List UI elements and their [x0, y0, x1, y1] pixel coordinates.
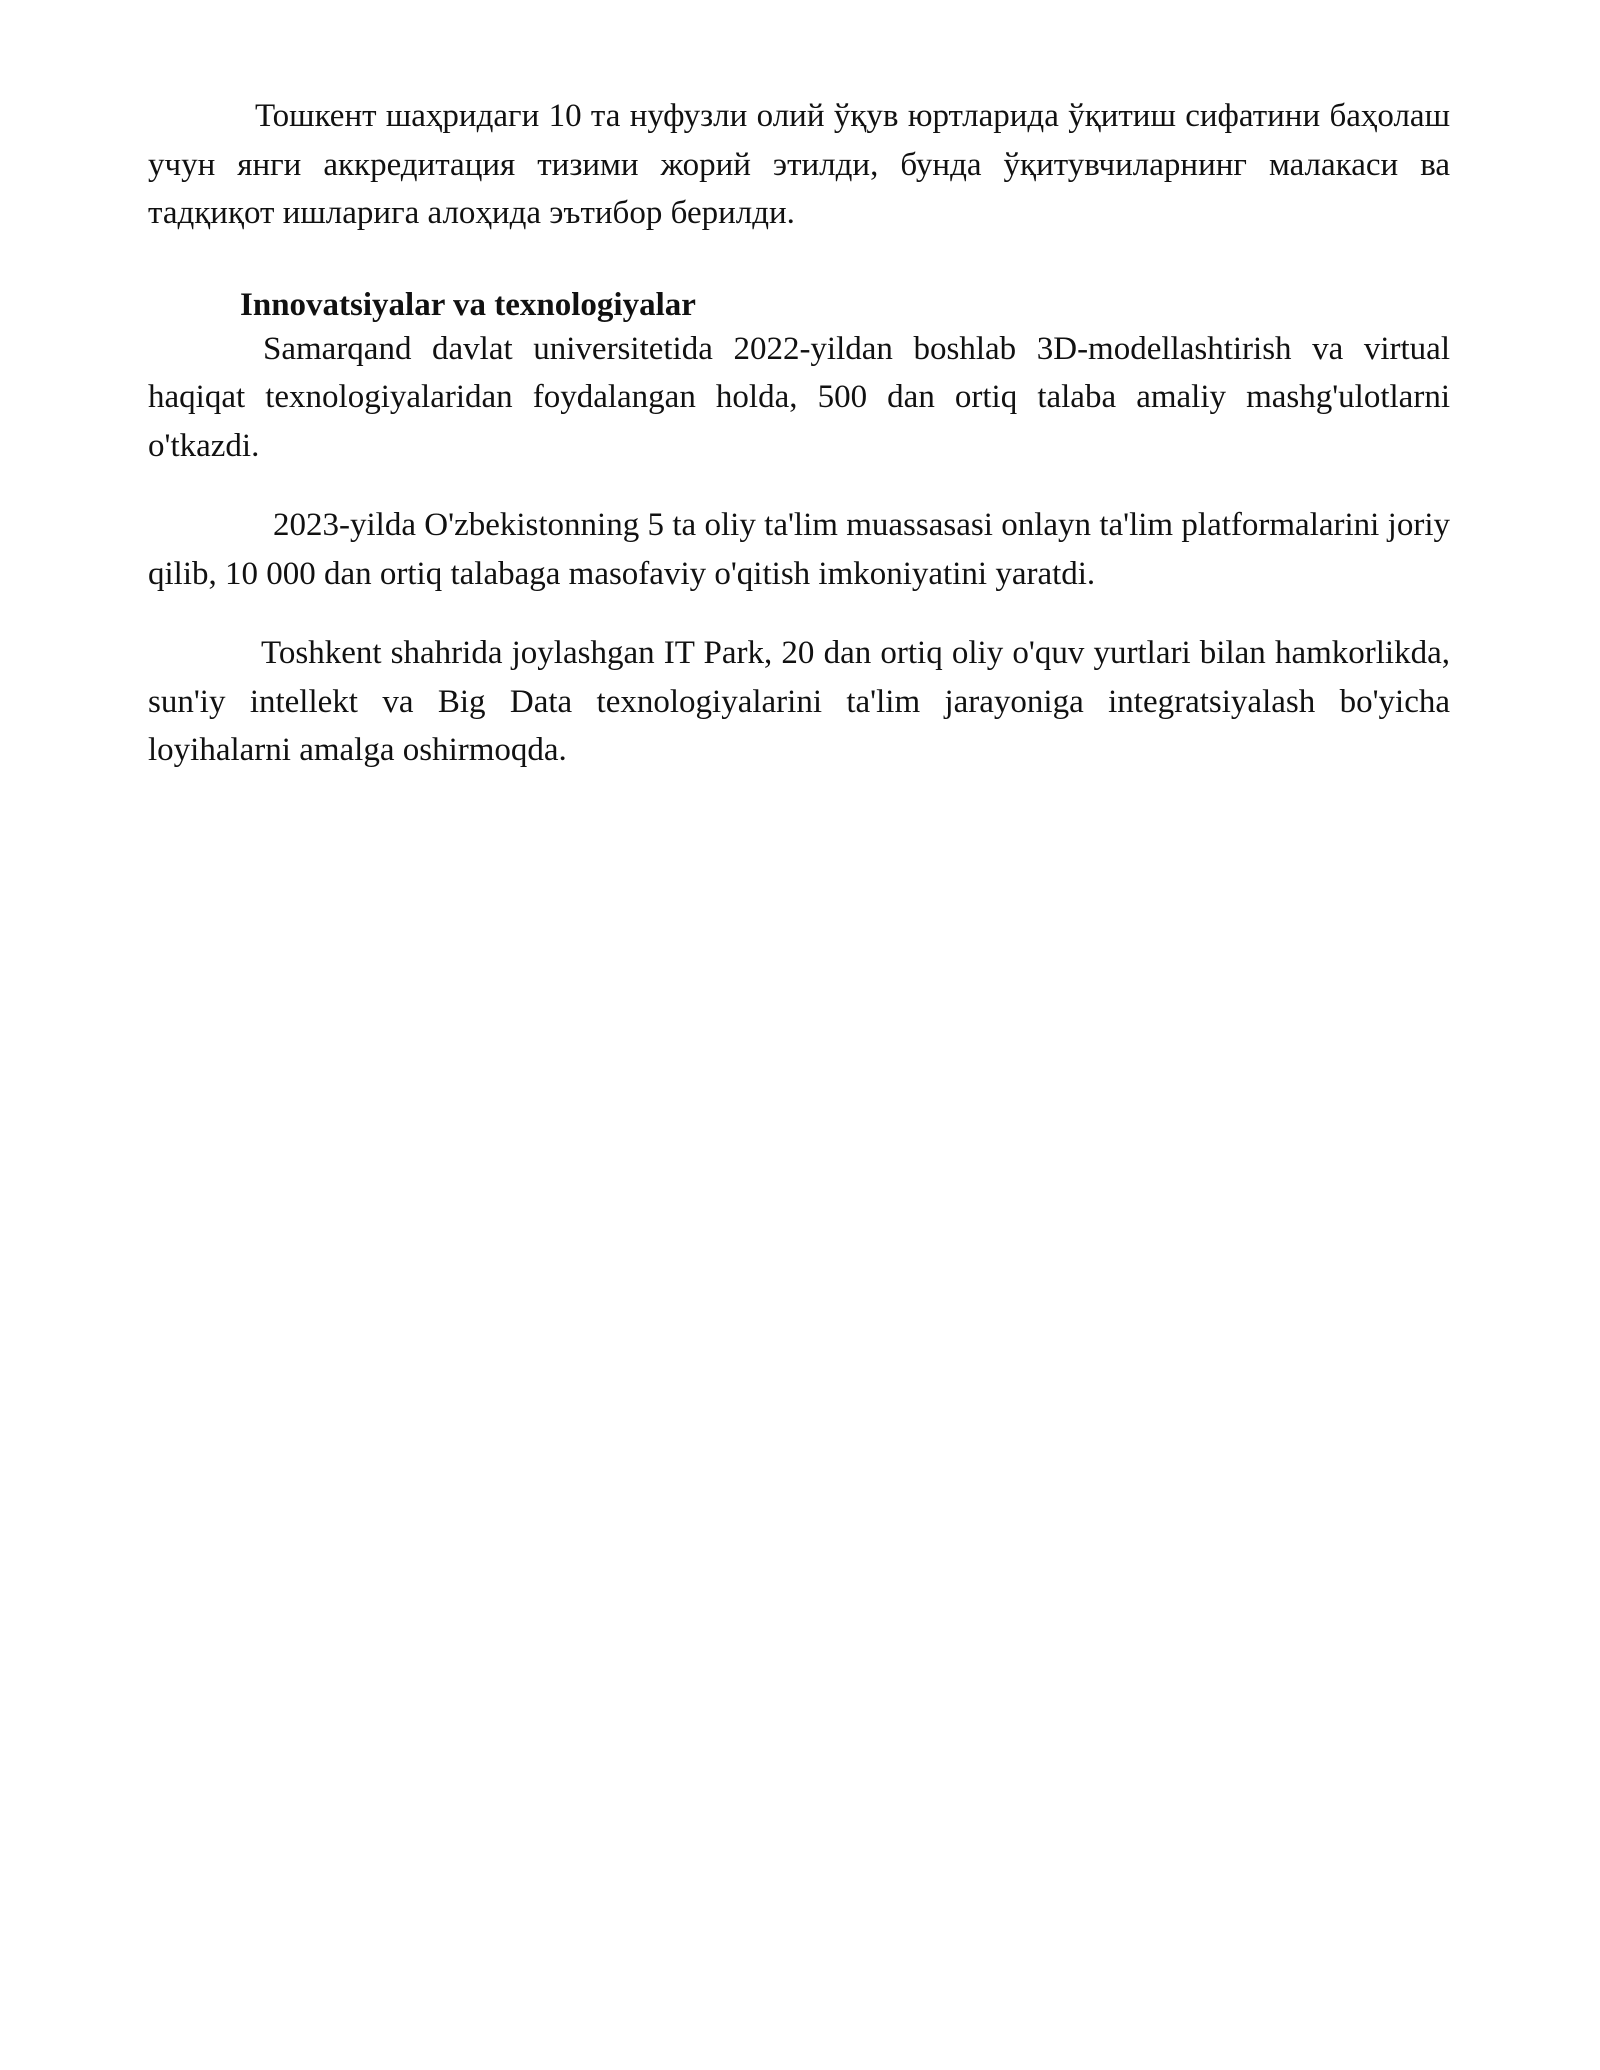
paragraph-samarqand: Samarqand davlat universitetida 2022-yildan boshlab 3D-modellashtirish va virtual haqiqat texnologiyalaridan foydalangan holda, 500 dan ortiq talaba amaliy mashg'ulotlarni o'tkazdi.	[148, 330, 1450, 464]
section-heading: Innovatsiyalar va texnologiyalar	[240, 286, 696, 323]
paragraph-online-2023: 2023-yilda O'zbekistonning 5 ta oliy ta'lim muassasasi onlayn ta'lim platformalarini joriy qilib, 10 000 dan ortiq talabaga masofaviy o'qitish imkoniyatini yaratdi.	[148, 507, 1450, 592]
paragraph-it-park: Toshkent shahrida joylashgan IT Park, 20 dan ortiq oliy o'quv yurtlari bilan hamkorlikda, sun'iy intellekt va Big Data texnologiyalarini ta'lim jarayoniga integratsiyalash bo'yicha loyihalarni amalga oshirmoqda.	[148, 635, 1450, 768]
paragraph-accreditation: Тошкент шаҳридаги 10 та нуфузли олий ўқув юртларида ўқитиш сифатини баҳолаш учун янги аккредитация тизими жорий этилди, бунда ўқитувчиларнинг малакаси ва тадқиқот ишларига алоҳида эътибор берилди.	[148, 98, 1450, 231]
document-body	[148, 92, 1450, 775]
